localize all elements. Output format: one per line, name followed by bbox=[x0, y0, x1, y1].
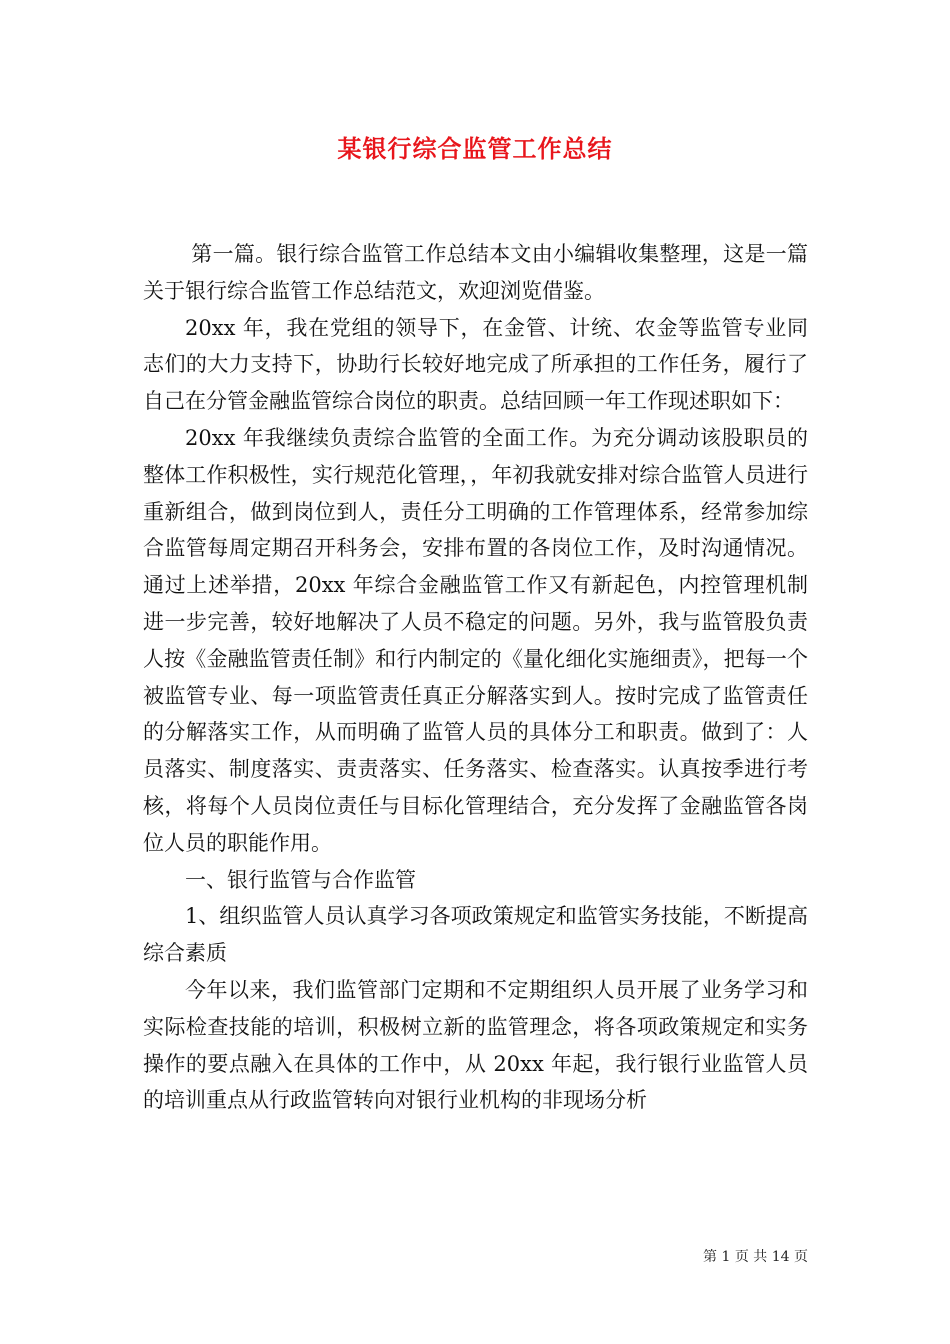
paragraph-training: 今年以来，我们监管部门定期和不定期组织人员开展了业务学习和实际检查技能的培训，积极树立新的监管理念，将各项政策规定和实务操作的要点融入在具体的工作中，从 20xx 年起，我行银行业监管人员的培训重点从行政监管转向对银行业机构的非现场分析 bbox=[143, 977, 808, 1113]
document-title: 某银行综合监管工作总结 bbox=[337, 134, 613, 163]
section-heading-bank-supervision: 一、银行监管与合作监管 bbox=[185, 867, 416, 892]
subsection-heading-training: 1、组织监管人员认真学习各项政策规定和监管实务技能，不断提高综合素质 bbox=[143, 904, 808, 966]
paragraph-intro: 第一篇。银行综合监管工作总结本文由小编辑收集整理，这是一篇关于银行综合监管工作总结范文，欢迎浏览借鉴。 bbox=[143, 242, 808, 303]
page-number-footer: 第 1 页 共 14 页 bbox=[703, 1249, 808, 1265]
paragraph-overview: 20xx 年，我在党组的领导下，在金管、计统、农金等监管专业同志们的大力支持下，协助行长较好地完成了所承担的工作任务，履行了自己在分管金融监管综合岗位的职责。总结回顾一年工作现述职如下： bbox=[143, 315, 808, 414]
document-body bbox=[143, 236, 808, 1119]
paragraph-work-details: 20xx 年我继续负责综合监管的全面工作。为充分调动该股职员的整体工作积极性，实行规范化管理，，年初我就安排对综合监管人员进行重新组合，做到岗位到人，责任分工明确的工作管理体系，经常参加综合监管每周定期召开科务会，安排布置的各岗位工作，及时沟通情况。通过上述举措，20xx 年综合金融监管工作又有新起色，内控管理机制进一步完善，较好地解决了人员不稳定的问题。另外，我与监管股负责人按《金融监管责任制》和行内制定的《量化细化实施细责》，把每一个被监管专业、每一项监管责任真正分解落实到人。按时完成了监管责任的分解落实工作，从而明确了监管人员的具体分工和职责。做到了：人员落实、制度落实、责责落实、任务落实、检查落实。认真按季进行考核，将每个人员岗位责任与目标化管理结合，充分发挥了金融监管各岗位人员的职能作用。 bbox=[143, 425, 808, 855]
